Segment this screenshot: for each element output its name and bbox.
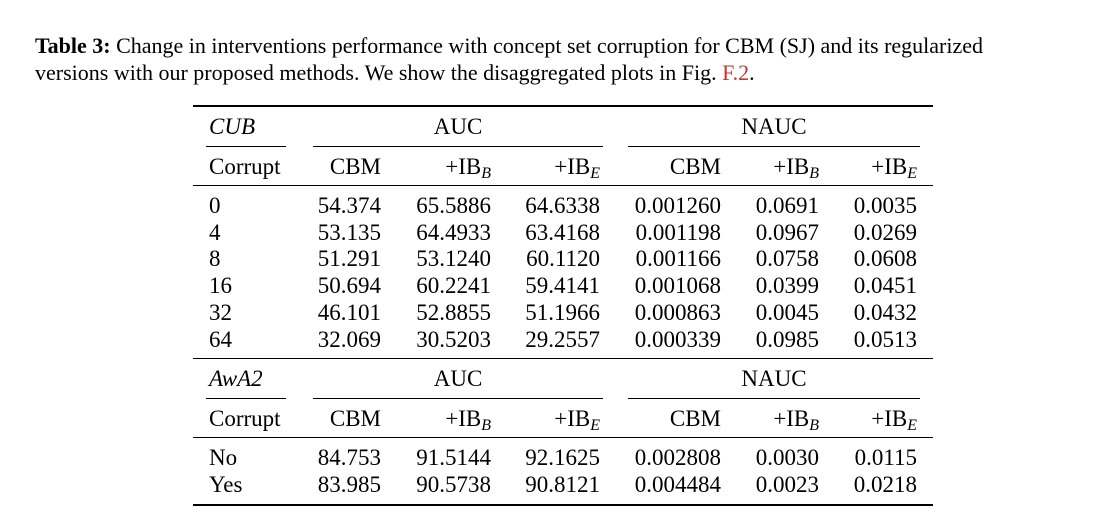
column-header-cbm: CBM <box>329 406 381 431</box>
column-header-ib-b: $+IB_B$ <box>773 154 819 182</box>
group-header-nauc: NAUC <box>741 114 807 139</box>
table-cell-value: 46.101 <box>317 299 381 325</box>
column-header-ib-e: $+IB_E$ <box>871 406 917 434</box>
table-cell-value: 53.1240 <box>416 246 491 272</box>
column-header-cbm: CBM <box>669 406 721 431</box>
table-cell-value: 0.001198 <box>635 219 721 245</box>
table-cell-value: 0.000863 <box>634 299 721 325</box>
table-cell-value: 51.291 <box>317 246 381 272</box>
cmidrule <box>313 146 603 147</box>
table-cell-value: 0.0399 <box>755 273 819 299</box>
table-cell-value: 0.0608 <box>853 246 917 272</box>
table-cell-corrupt: 4 <box>209 219 221 245</box>
table-cell-value: 0.0967 <box>755 219 819 245</box>
table-cell-corrupt: No <box>209 445 238 470</box>
table-cell-value: 60.2241 <box>416 273 491 299</box>
column-header-ib-e: $+IB_E$ <box>871 154 917 182</box>
table-cell-value: 0.0269 <box>853 219 917 245</box>
column-header-ib-e: $+IB_E$ <box>554 406 600 434</box>
table-cell-value: 53.135 <box>317 219 381 245</box>
table-cell-value: 0.0758 <box>755 246 819 272</box>
dataset-label: CUB <box>209 114 255 139</box>
table-cell-value: 90.8121 <box>525 471 600 497</box>
table-cell-value: 32.069 <box>317 326 381 352</box>
table-cell-value: 30.5203 <box>416 326 491 352</box>
table-cell-value: 91.5144 <box>416 445 491 470</box>
table-cell-corrupt: 16 <box>209 273 232 299</box>
dataset-label: AwA2 <box>209 366 263 391</box>
cmidrule <box>206 146 286 147</box>
table-cell-value: 54.374 <box>317 193 381 218</box>
table-cell-value: 0.0451 <box>853 273 917 299</box>
table-cell-value: 60.1120 <box>526 246 600 272</box>
table-cell-corrupt: Yes <box>209 471 243 497</box>
caption-text-line2: versions with our proposed methods. We show the disaggregated plots in Fig. <box>35 60 723 85</box>
table-cell-value: 0.004484 <box>634 471 721 497</box>
column-header-ib-b: $+IB_B$ <box>773 406 819 434</box>
table-cell-value: 0.0030 <box>755 445 819 470</box>
cmidrule <box>206 398 286 399</box>
table-cell-value: 83.985 <box>317 471 381 497</box>
column-header-ib-b: $+IB_B$ <box>445 154 491 182</box>
group-header-auc: AUC <box>433 114 483 139</box>
table-cell-corrupt: 0 <box>209 193 221 218</box>
cmidrule <box>628 146 920 147</box>
table-cell-value: 50.694 <box>317 273 381 299</box>
table-cell-corrupt: 64 <box>209 326 232 352</box>
table-cell-value: 92.1625 <box>525 445 600 470</box>
table-cell-value: 59.4141 <box>525 273 600 299</box>
group-header-auc: AUC <box>433 366 483 391</box>
figure-reference-link[interactable]: F.2 <box>722 60 750 85</box>
column-header-cbm: CBM <box>329 154 381 179</box>
caption-text: Change in interventions performance with concept set corruption for CBM (SJ) and its regularized <box>110 33 984 58</box>
cmidrule <box>313 398 603 399</box>
column-header-ib-e: $+IB_E$ <box>554 154 600 182</box>
column-header-corrupt: Corrupt <box>209 406 281 431</box>
table-cell-value: 0.0432 <box>853 299 917 325</box>
table-cell-value: 84.753 <box>317 445 381 470</box>
table-cell-value: 63.4168 <box>525 219 600 245</box>
table-cell-value: 0.002808 <box>634 445 721 470</box>
table-cell-value: 65.5886 <box>416 193 491 218</box>
table-cell-value: 0.001260 <box>634 193 721 218</box>
table-cell-value: 0.001166 <box>635 246 721 272</box>
table-cell-value: 0.001068 <box>634 273 721 299</box>
table-cell-value: 52.8855 <box>416 299 491 325</box>
bottom-rule <box>193 504 933 506</box>
table-cell-corrupt: 8 <box>209 246 221 272</box>
column-header-cbm: CBM <box>669 154 721 179</box>
table-cell-value: 0.000339 <box>634 326 721 352</box>
table-cell-corrupt: 32 <box>209 299 232 325</box>
table-caption: Table 3: Change in interventions performance with concept set corruption for CBM (SJ) and its regularized versions with our proposed methods. We show the disaggregated plots in Fig. F.2. <box>35 33 984 85</box>
header-rule <box>193 437 933 438</box>
table-cell-value: 0.0513 <box>853 326 917 352</box>
header-rule <box>193 185 933 186</box>
column-header-ib-b: $+IB_B$ <box>445 406 491 434</box>
table-cell-value: 51.1966 <box>525 299 600 325</box>
table-cell-value: 0.0218 <box>853 471 917 497</box>
table-cell-value: 0.0985 <box>755 326 819 352</box>
table-cell-value: 64.4933 <box>416 219 491 245</box>
column-header-corrupt: Corrupt <box>209 154 281 179</box>
caption-label: Table 3: <box>35 33 111 58</box>
section-rule <box>193 358 933 359</box>
table-cell-value: 64.6338 <box>525 193 600 218</box>
table-cell-value: 0.0115 <box>854 445 917 470</box>
table-cell-value: 0.0691 <box>755 193 819 218</box>
top-rule <box>193 105 933 107</box>
table-cell-value: 0.0035 <box>853 193 917 218</box>
table-cell-value: 0.0023 <box>755 471 819 497</box>
table-cell-value: 90.5738 <box>416 471 491 497</box>
table-cell-value: 29.2557 <box>525 326 600 352</box>
cmidrule <box>628 398 920 399</box>
table-cell-value: 0.0045 <box>755 299 819 325</box>
group-header-nauc: NAUC <box>741 366 807 391</box>
